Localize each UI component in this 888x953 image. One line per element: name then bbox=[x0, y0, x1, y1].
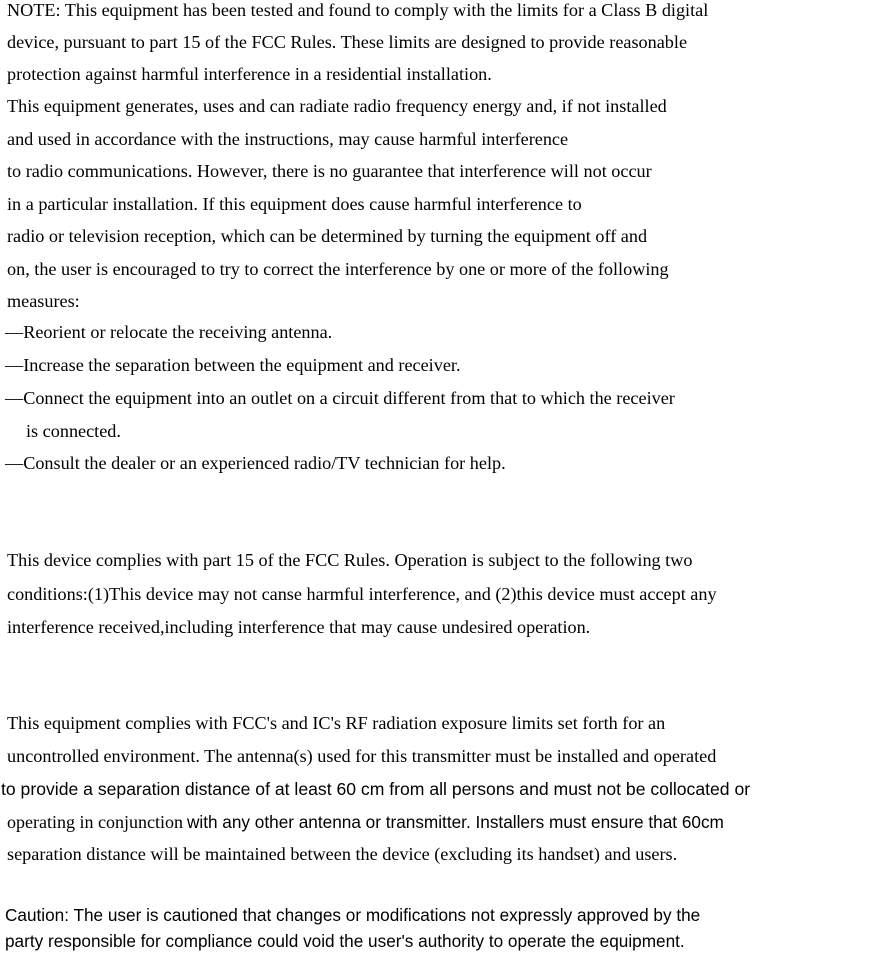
notice-line-10: measures: bbox=[7, 291, 80, 311]
notice-line-2: device, pursuant to part 15 of the FCC Rules. These limits are designed to provide reasonable bbox=[7, 32, 688, 52]
rf-line-4 bbox=[7, 812, 724, 834]
rf-line-4-serif-part: operating in conjunction bbox=[7, 812, 183, 832]
notice-line-7: in a particular installation. If this equipment does cause harmful interference to bbox=[7, 194, 582, 214]
measure-consult: —Consult the dealer or an experienced radio/TV technician for help. bbox=[5, 453, 506, 473]
notice-line-8: radio or television reception, which can be determined by turning the equipment off and bbox=[7, 226, 648, 246]
compliance-line-1: This device complies with part 15 of the FCC Rules. Operation is subject to the following two bbox=[7, 550, 693, 570]
compliance-line-3: interference received,including interference that may cause undesired operation. bbox=[7, 617, 591, 637]
measure-outlet: —Connect the equipment into an outlet on a circuit different from that to which the receiver bbox=[5, 388, 675, 408]
notice-line-6: to radio communications. However, there is no guarantee that interference will not occur bbox=[7, 161, 652, 181]
measure-outlet-cont: is connected. bbox=[26, 421, 121, 441]
rf-line-1: This equipment complies with FCC's and IC's RF radiation exposure limits set forth for an bbox=[7, 713, 666, 733]
rf-line-5: separation distance will be maintained between the device (excluding its handset) and users. bbox=[7, 844, 678, 864]
notice-line-3: protection against harmful interference in a residential installation. bbox=[7, 64, 492, 84]
measure-separation: —Increase the separation between the equipment and receiver. bbox=[5, 355, 461, 375]
compliance-line-2: conditions:(1)This device may not canse harmful interference, and (2)this device must accept any bbox=[7, 584, 717, 604]
rf-line-4-sans-part: with any other antenna or transmitter. Installers must ensure that 60cm bbox=[186, 812, 724, 832]
caution-line-1: Caution: The user is cautioned that changes or modifications not expressly approved by the bbox=[5, 905, 701, 925]
notice-line-4: This equipment generates, uses and can radiate radio frequency energy and, if not installed bbox=[7, 96, 667, 116]
caution-line-2: party responsible for compliance could void the user's authority to operate the equipment. bbox=[5, 931, 685, 951]
rf-line-3: to provide a separation distance of at least 60 cm from all persons and must not be collocated or bbox=[1, 779, 751, 799]
rf-line-2: uncontrolled environment. The antenna(s) used for this transmitter must be installed and operated bbox=[7, 746, 717, 766]
notice-line-9: on, the user is encouraged to try to correct the interference by one or more of the following bbox=[7, 259, 669, 279]
measure-reorient: —Reorient or relocate the receiving antenna. bbox=[5, 322, 333, 342]
notice-line-5: and used in accordance with the instructions, may cause harmful interference bbox=[7, 129, 569, 149]
notice-line-1: NOTE: This equipment has been tested and found to comply with the limits for a Class B digital bbox=[7, 0, 709, 20]
